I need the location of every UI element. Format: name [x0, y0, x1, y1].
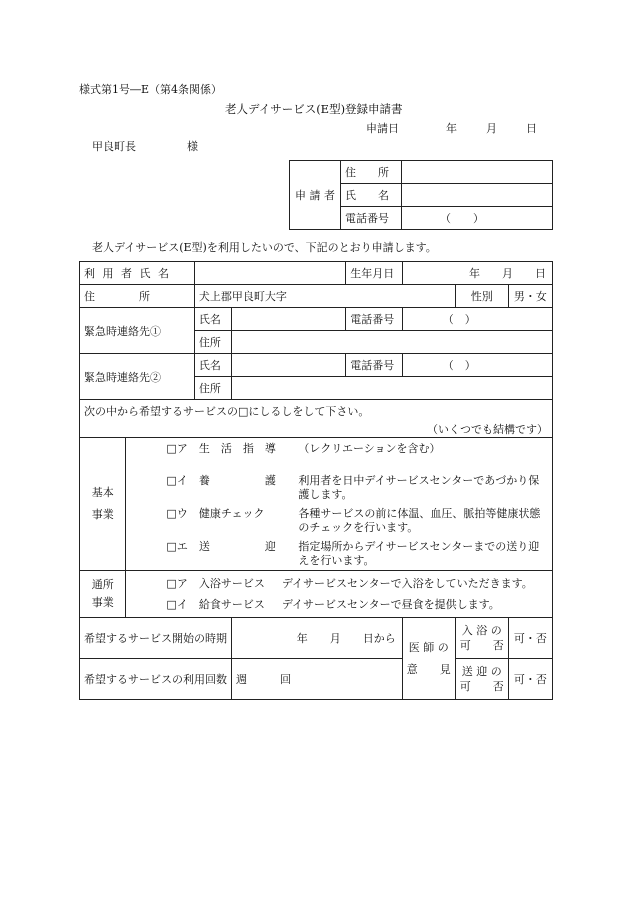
kihon-item-e-code[interactable]: □エ 送 迎 [166, 540, 276, 553]
addressee [92, 138, 198, 154]
user-name-label: 利 用 者 氏 名 [80, 262, 195, 285]
doctor-opinion-label [402, 618, 455, 700]
kihon-item-i-desc: 利用者を日中デイサービスセンターであづかり保護します。 [298, 474, 540, 501]
applicant-address-label: 住 所 [341, 161, 402, 184]
kihon-item-a-desc: （レクリエーションを含む） [298, 442, 441, 455]
emergency-1-label: 緊急時連絡先① [80, 308, 195, 354]
birth-field[interactable]: 年 月 日 [402, 262, 552, 285]
kihon-item-u[interactable] [166, 507, 546, 535]
count-field[interactable]: 週 回 [232, 659, 403, 700]
emergency-2-phone-label: 電話番号 [346, 354, 402, 377]
kihon-item-u-code[interactable]: □ウ 健康チェック [166, 507, 265, 520]
user-address-field[interactable]: 犬上郡甲良町大字 [194, 285, 455, 308]
kihon-label [80, 438, 126, 571]
date-year: 年 [446, 122, 457, 135]
emergency-2-address-field[interactable] [232, 377, 553, 400]
tsusho-item-a-desc: デイサービスセンターで入浴をしていただきます。 [281, 577, 533, 590]
applicant-table [289, 160, 553, 230]
emergency-1-phone-label: 電話番号 [346, 308, 402, 331]
pickup-value[interactable]: 可・否 [508, 659, 552, 700]
sex-field[interactable]: 男・女 [508, 285, 552, 308]
services-instruction-cell [80, 400, 553, 438]
tsusho-label [80, 571, 126, 618]
sex-label: 性別 [455, 285, 508, 308]
intro-text: 老人デイサービス(E型)を利用したいので、下記のとおり申請します。 [92, 241, 437, 254]
main-table [79, 261, 553, 700]
applicant-name-field[interactable] [402, 184, 553, 207]
services-note: （いくつでも結構です） [427, 423, 548, 436]
addressee-name: 甲良町長 [92, 140, 136, 153]
tsusho-label-top: 通所 [91, 578, 114, 591]
applicant-address-field[interactable] [402, 161, 553, 184]
date-day: 日 [526, 122, 537, 135]
emergency-1-address-field[interactable] [232, 331, 553, 354]
form-title: 老人デイサービス(E型)登録申請書 [225, 102, 403, 116]
user-name-field[interactable] [194, 262, 345, 285]
applicant-phone-field[interactable]: （ ） [402, 207, 553, 230]
form-number: 様式第1号―E（第4条関係） [79, 83, 223, 96]
emergency-2-phone-field[interactable]: （ ） [402, 354, 552, 377]
pickup-label-top: 送 迎 の [461, 665, 502, 678]
kihon-item-a-code[interactable]: □ア 生 活 指 導 [166, 442, 276, 455]
birth-label: 生年月日 [346, 262, 402, 285]
applicant-label: 申 請 者 [290, 161, 341, 230]
emergency-2-address-label: 住所 [194, 377, 231, 400]
kihon-label-top: 基本 [91, 486, 114, 499]
kihon-item-i[interactable] [166, 474, 546, 502]
tsusho-item-i-code[interactable]: □イ 給食サービス [166, 598, 265, 611]
emergency-2-label: 緊急時連絡先② [80, 354, 195, 400]
emergency-2-name-label: 氏名 [194, 354, 231, 377]
start-field[interactable]: 年 月 日から [232, 618, 403, 659]
pickup-label [455, 659, 508, 700]
emergency-1-name-label: 氏名 [194, 308, 231, 331]
applicant-name-label: 氏 名 [341, 184, 402, 207]
addressee-honorific: 様 [187, 140, 198, 153]
tsusho-item-i[interactable] [166, 594, 546, 615]
bath-label [455, 618, 508, 659]
start-label: 希望するサービス開始の時期 [80, 618, 232, 659]
kihon-item-a[interactable] [166, 442, 546, 456]
kihon-item-e-desc: 指定場所からデイサービスセンターまでの送り迎えを行います。 [298, 540, 540, 567]
kihon-item-e[interactable] [166, 540, 546, 568]
kihon-item-u-desc: 各種サービスの前に体温、血圧、脈拍等健康状態のチェックを行います。 [298, 507, 541, 534]
kihon-item-i-code[interactable]: □イ 養 護 [166, 474, 276, 487]
tsusho-item-a-code[interactable]: □ア 入浴サービス [166, 577, 265, 590]
bath-value[interactable]: 可・否 [508, 618, 552, 659]
applicant-phone-label: 電話番号 [341, 207, 402, 230]
emergency-1-address-label: 住所 [194, 331, 231, 354]
bath-label-top: 入 浴 の [461, 624, 502, 637]
tsusho-item-a[interactable] [166, 573, 546, 594]
emergency-2-name-field[interactable] [232, 354, 346, 377]
tsusho-item-i-desc: デイサービスセンターで昼食を提供します。 [281, 598, 500, 611]
bath-label-bottom: 可 否 [459, 639, 504, 652]
emergency-1-name-field[interactable] [232, 308, 346, 331]
pickup-label-bottom: 可 否 [459, 680, 504, 693]
count-label: 希望するサービスの利用回数 [80, 659, 232, 700]
tsusho-label-bottom: 事業 [91, 596, 114, 609]
date-month: 月 [486, 122, 497, 135]
emergency-1-phone-field[interactable]: （ ） [402, 308, 552, 331]
services-instruction: 次の中から希望するサービスの□にしるしをして下さい。 [84, 405, 370, 418]
doctor-label-bottom: 意 見 [406, 662, 451, 676]
user-address-label: 住 所 [80, 285, 195, 308]
application-date [366, 120, 537, 136]
date-label: 申請日 [366, 122, 399, 135]
kihon-label-bottom: 事業 [91, 508, 114, 521]
kihon-services-cell [126, 438, 553, 571]
tsusho-services-cell [126, 571, 553, 618]
doctor-label-top: 医 師 の [408, 640, 449, 654]
